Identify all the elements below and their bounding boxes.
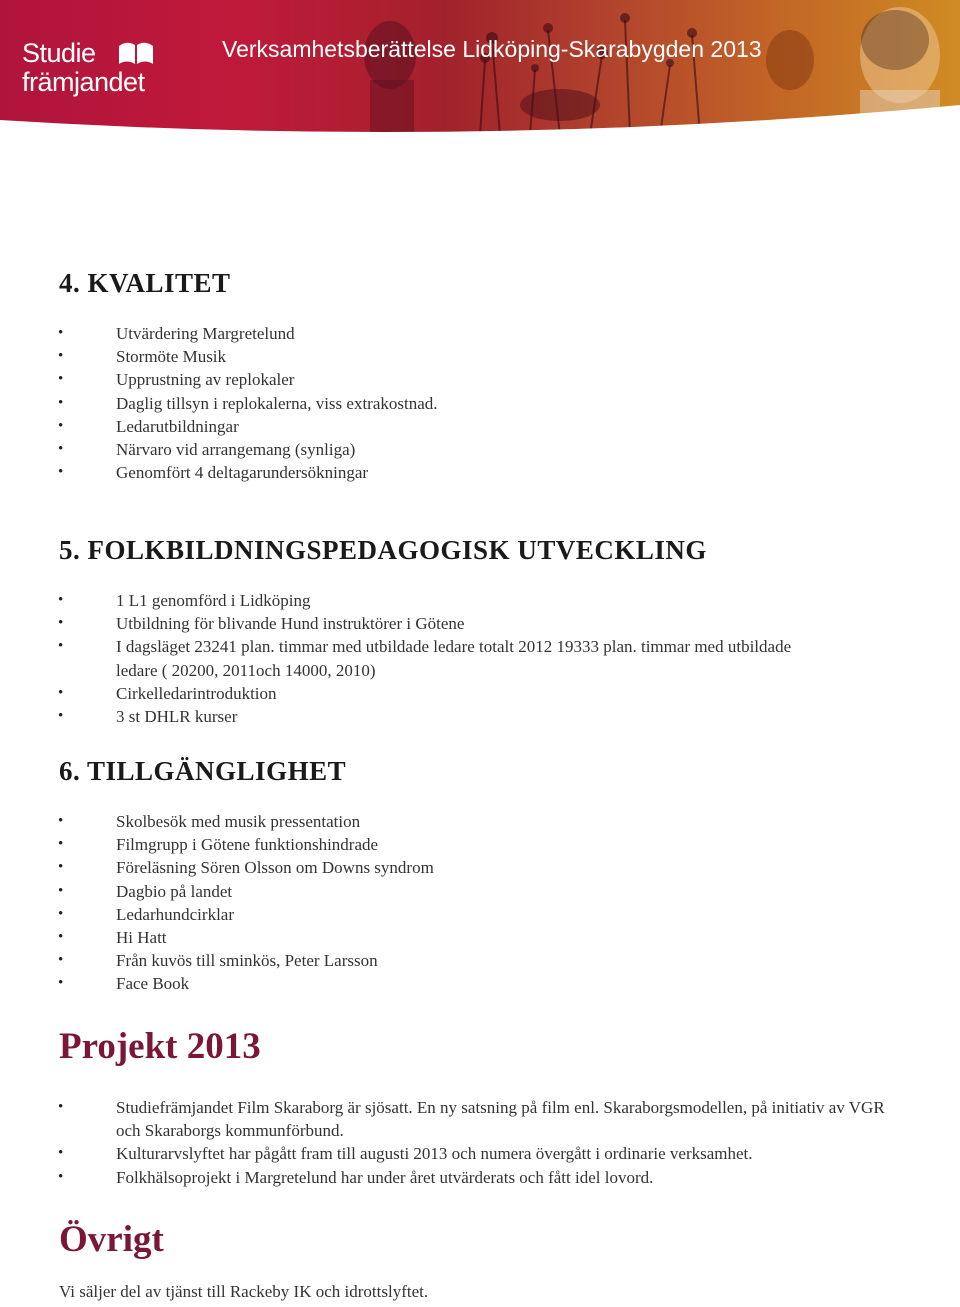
tillganglighet-list (0, 810, 900, 996)
list-item: • Folkhälsoprojekt i Margretelund har under året utvärderats och fått idel lovord. (0, 1166, 900, 1189)
list-item: • Upprustning av replokaler (0, 368, 900, 391)
kvalitet-list (0, 322, 900, 484)
open-book-icon (117, 40, 155, 66)
list-item: • Från kuvös till sminkös, Peter Larsson (0, 949, 900, 972)
list-item: • Daglig tillsyn i replokalerna, viss extrakostnad. (0, 392, 900, 415)
list-item: • Ledarutbildningar (0, 415, 900, 438)
list-item: • 1 L1 genomförd i Lidköping (0, 589, 900, 612)
list-item: • Dagbio på landet (0, 880, 900, 903)
list-item: • Utvärdering Margretelund (0, 322, 900, 345)
section-heading-kvalitet (59, 268, 231, 299)
list-item: • Stormöte Musik (0, 345, 900, 368)
heading-projekt-2013: Projekt 2013 (59, 1026, 261, 1067)
projekt-list (0, 1096, 900, 1189)
list-item: • Skolbesök med musik pressentation (0, 810, 900, 833)
studiefrämjandet-logo (22, 40, 172, 110)
list-item: • Genomfört 4 deltagarundersökningar (0, 461, 900, 484)
section-heading-tillganglighet (59, 756, 346, 787)
list-item: • 3 st DHLR kurser (0, 705, 900, 728)
list-item: • Face Book (0, 972, 900, 995)
list-item: • Studiefrämjandet Film Skaraborg är sjösatt. En ny satsning på film enl. Skaraborgsmodellen, på initiativ av VGR och Skaraborgs kommunförbund. (0, 1096, 900, 1142)
section-number: 4. (59, 268, 81, 298)
section-number: 6. (59, 756, 81, 786)
list-item: • Ledarhundcirklar (0, 903, 900, 926)
header-banner (0, 0, 960, 135)
document-title: Verksamhetsberättelse Lidköping-Skarabygden 2013 (222, 36, 762, 62)
list-item: • Filmgrupp i Götene funktionshindrade (0, 833, 900, 856)
section-title: FOLKBILDNINGSPEDAGOGISK UTVECKLING (87, 535, 707, 565)
logo-text-line2: främjandet (22, 67, 145, 97)
list-item: • Utbildning för blivande Hund instruktörer i Götene (0, 612, 900, 635)
logo-text-line1: Studie (22, 38, 96, 68)
list-item: • I dagsläget 23241 plan. timmar med utbildade ledare totalt 2012 19333 plan. timmar med utbildade ledare ( 20200, 2011och 14000, 2010) (0, 635, 900, 681)
section-number: 5. (59, 535, 81, 565)
list-item: • Kulturarvslyftet har pågått fram till augusti 2013 och numera övergått i ordinarie verksamhet. (0, 1142, 900, 1165)
section-title: KVALITET (87, 268, 231, 298)
list-item: • Hi Hatt (0, 926, 900, 949)
utveckling-list (0, 589, 900, 728)
section-heading-folkbildningspedagogisk-utveckling (59, 535, 707, 566)
section-title: TILLGÄNGLIGHET (87, 756, 347, 786)
list-item: • Närvaro vid arrangemang (synliga) (0, 438, 900, 461)
list-item: • Cirkelledarintroduktion (0, 682, 900, 705)
heading-ovrigt: Övrigt (59, 1219, 164, 1260)
list-item: • Föreläsning Sören Olsson om Downs syndrom (0, 856, 900, 879)
ovrigt-text: Vi säljer del av tjänst till Rackeby IK och idrottslyftet. (59, 1282, 429, 1301)
